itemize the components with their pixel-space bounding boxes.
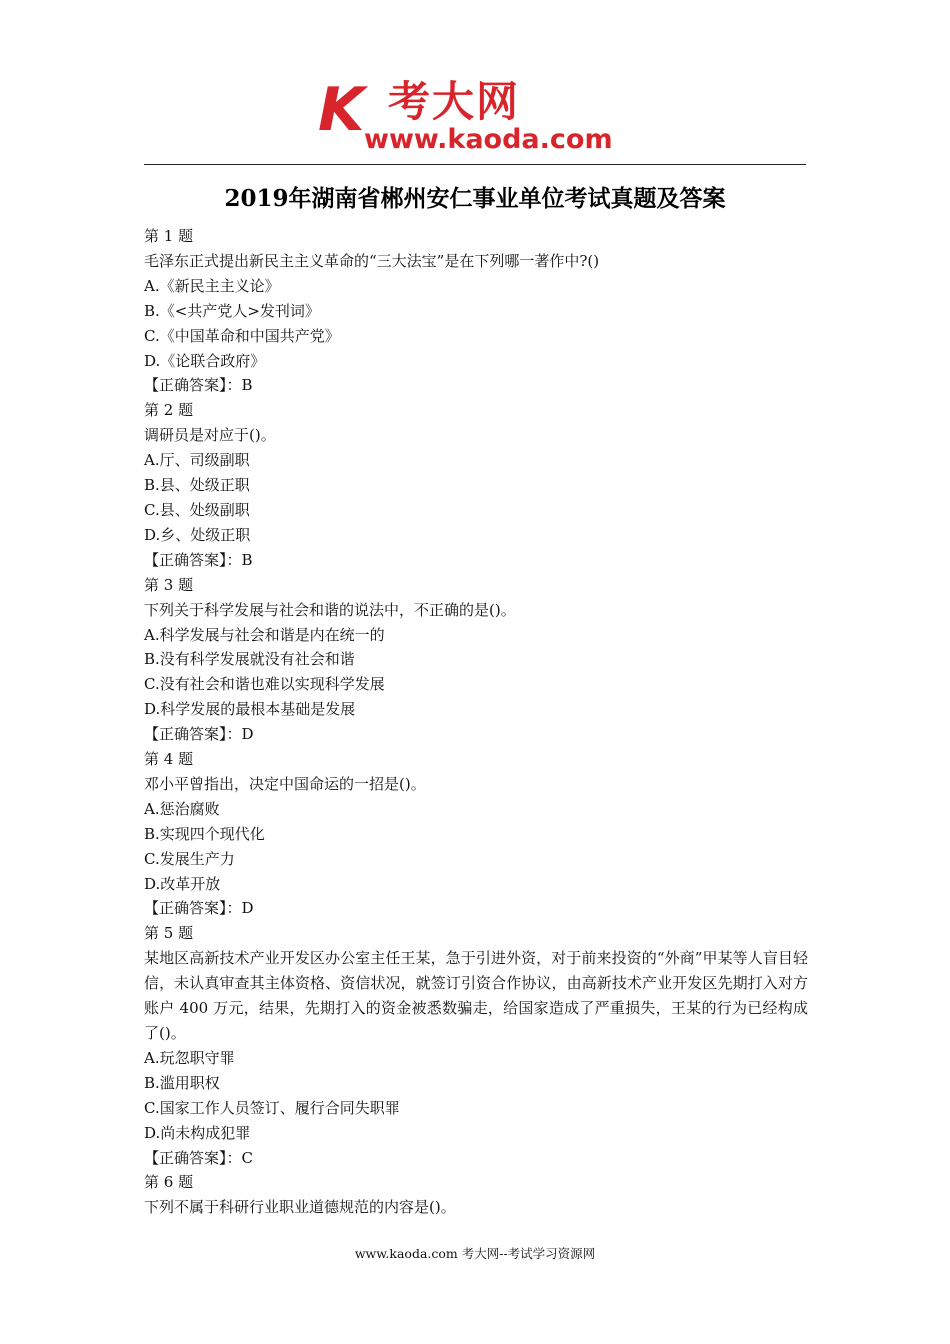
option-d: D.科学发展的最根本基础是发展: [144, 700, 356, 719]
option-b: B.实现四个现代化: [144, 824, 265, 843]
option-a: A.玩忽职守罪: [144, 1048, 235, 1067]
option-c: C.没有社会和谐也难以实现科学发展: [144, 675, 385, 694]
correct-answer: 【正确答案】：B: [144, 376, 253, 395]
document-title: 2019年湖南省郴州安仁事业单位考试真题及答案: [224, 185, 726, 212]
question-stem: 调研员是对应于()。: [144, 426, 276, 445]
option-b: B.没有科学发展就没有社会和谐: [144, 650, 355, 669]
correct-answer: 【正确答案】：D: [144, 725, 254, 744]
question-stem: 下列不属于科研行业职业道德规范的内容是()。: [144, 1198, 456, 1217]
question-number: 第 5 题: [144, 924, 194, 943]
question-number: 第 3 题: [144, 575, 194, 594]
option-b: B.县、处级正职: [144, 476, 250, 495]
logo-k-mark: K: [318, 75, 363, 145]
option-d: D.乡、处级正职: [144, 525, 251, 544]
header-divider: [144, 164, 806, 165]
option-a: A.《新民主主义论》: [144, 276, 280, 295]
option-b: B.《<共产党人>发刊词》: [144, 301, 320, 320]
logo-brand-name: 考大网: [388, 77, 521, 126]
option-d: D.《论联合政府》: [144, 351, 266, 370]
correct-answer: 【正确答案】：D: [144, 899, 254, 918]
option-a: A.厅、司级副职: [144, 451, 250, 470]
question-stem: 下列关于科学发展与社会和谐的说法中，不正确的是()。: [144, 600, 516, 619]
option-c: C.发展生产力: [144, 849, 235, 868]
question-number: 第 1 题: [144, 227, 194, 245]
option-b: B.滥用职权: [144, 1073, 220, 1092]
option-c: C.县、处级副职: [144, 500, 250, 519]
correct-answer: 【正确答案】：C: [144, 1148, 253, 1167]
question-number: 第 4 题: [144, 750, 194, 769]
correct-answer: 【正确答案】：B: [144, 550, 253, 569]
page-footer: www.kaoda.com 考大网--考试学习资源网: [354, 1246, 596, 1261]
option-c: C.国家工作人员签订、履行合同失职罪: [144, 1098, 400, 1117]
question-number: 第 6 题: [144, 1173, 194, 1192]
option-d: D.改革开放: [144, 874, 221, 893]
question-stem: 某地区高新技术产业开发区办公室主任王某，急于引进外资，对于前来投资的“外商”甲某等人盲目轻信，未认真审查其主体资格、资信状况，就签订引资合作协议，由高新技术产业开发区先期打入对方账户 400 万元，结果，先期打入的资金被悉数骗走，给国家造成了严重损失，王某的行为已经构成了()。: [144, 949, 808, 1042]
option-a: A.科学发展与社会和谐是内在统一的: [144, 625, 385, 644]
option-d: D.尚未构成犯罪: [144, 1123, 251, 1142]
kaoda-logo: [318, 75, 648, 160]
option-c: C.《中国革命和中国共产党》: [144, 326, 340, 345]
question-list: [144, 224, 808, 1220]
logo-url: www.kaoda.com: [364, 124, 613, 155]
question-stem: 邓小平曾指出，决定中国命运的一招是()。: [144, 774, 426, 793]
question-number: 第 2 题: [144, 401, 194, 420]
option-a: A.惩治腐败: [144, 799, 220, 818]
question-stem: 毛泽东正式提出新民主主义革命的“三大法宝”是在下列哪一著作中?(): [144, 251, 600, 270]
